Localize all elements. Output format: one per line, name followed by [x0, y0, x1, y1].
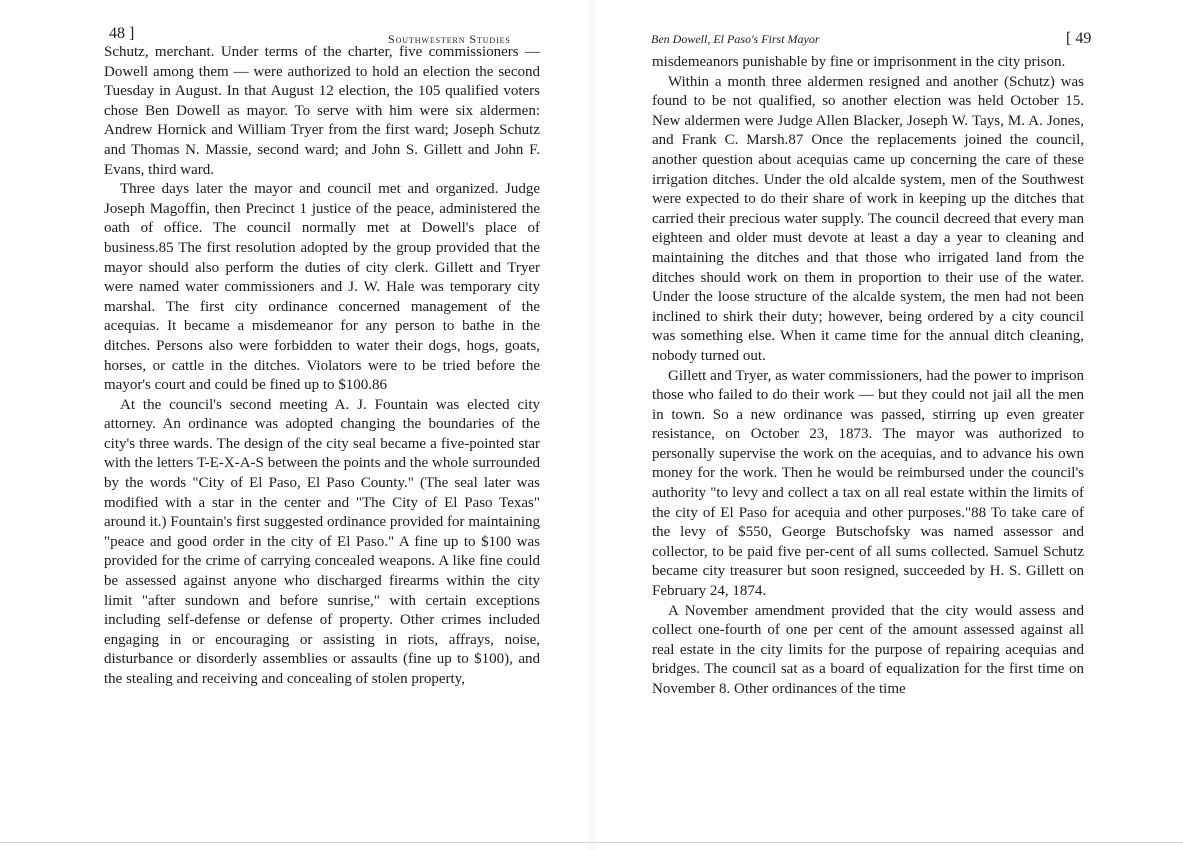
- running-title: Southwestern Studies: [388, 32, 511, 46]
- paragraph: Within a month three aldermen resigned and another (Schutz) was found to be not qualified, so another election was held October 15. New aldermen were Judge Allen Blacker, Joseph W. Tays, M. A. Jones, and Frank C. Marsh.87 Once the replacements joined the council, another question about acequias came up concerning the care of these irrigation ditches. Under the old alcalde system, men of the Southwest were expected to do their share of work in keeping up the ditches that carried their precious water supply. The council decreed that every man eighteen and older must devote at least a day a year to cleaning and maintaining the ditches and that those who irrigated land from the ditches should work on them in proportion to their use of the water. Under the loose structure of the alcalde system, the men had not been inclined to shirk their duty; however, being ordered by a city council was something else. When it came time for the annual ditch cleaning, nobody turned out.: [652, 73, 1084, 364]
- page-body: [104, 43, 540, 690]
- paragraph: At the council's second meeting A. J. Fountain was elected city attorney. An ordinance was adopted changing the boundaries of the city's three wards. The design of the city seal became a five-pointed star with the letters T-E-X-A-S between the points and the whole surrounded by the words "City of El Paso, El Paso County." (The seal later was modified with a star in the center and "The City of El Paso Texas" around it.) Fountain's first suggested ordinance provided for maintaining "peace and good order in the city of El Paso." A fine up to $100 was provided for the crime of carrying concealed weapons. A like fine could be assessed against anyone who discharged firearms within the city limit "after sundown and before sunrise," with certain exceptions including self-defense or defense of property. Other crimes included engaging in or encouraging or assisting in riots, affrays, noise, disturbance or disorderly assemblies or assaults (fine up to $100), and the stealing and receiving and concealing of stolen property,: [104, 396, 540, 687]
- left-page: [0, 0, 591, 850]
- right-page: [592, 0, 1183, 850]
- page-body: [652, 53, 1084, 700]
- paragraph: misdemeanors punishable by fine or imprisonment in the city prison.: [652, 54, 1066, 70]
- page-number: [ 49: [1066, 30, 1092, 47]
- paragraph: Three days later the mayor and council met and organized. Judge Joseph Magoffin, then Precinct 1 justice of the peace, administered the oath of office. The council normally met at Dowell's place of business.85 The first resolution adopted by the group provided that the mayor should also perform the duties of city clerk. Gillett and Tryer were named water commissioners and J. W. Hale was temporary city marshal. The first city ordinance concerned management of the acequias. It became a misdemeanor for any person to bathe in the ditches. Persons also were forbidden to water their dogs, hogs, goats, horses, or cattle in the ditches. Violators were to be tried before the mayor's court and could be fined up to $100.86: [104, 181, 540, 394]
- paragraph: A November amendment provided that the city would assess and collect one-fourth of one per cent of the amount assessed against all real estate in the city limits for the purpose of repairing acequias and bridges. The council sat as a board of equalization for the first time on November 8. Other ordinances of the time: [652, 602, 1084, 697]
- page-number: 48 ]: [109, 25, 135, 42]
- paragraph: Schutz, merchant. Under terms of the charter, five commissioners — Dowell among them — were authorized to hold an election the second Tuesday in August. In that August 12 election, the 105 qualified voters chose Ben Dowell as mayor. To serve with him were six aldermen: Andrew Hornick and William Tryer from the first ward; Joseph Schutz and Thomas N. Massie, second ward; and John S. Gillett and John F. Evans, third ward.: [104, 44, 540, 178]
- running-title: Ben Dowell, El Paso's First Mayor: [651, 32, 820, 46]
- scan-edge-line: [0, 842, 1183, 843]
- paragraph: Gillett and Tryer, as water commissioners, had the power to imprison those who failed to do their work — but they could not jail all the men in town. So a new ordinance was passed, stirring up even greater resistance, on October 23, 1873. The mayor was authorized to personally supervise the work on the acequias, and to advance his own money for the work. Then he would be reimbursed under the council's authority "to levy and collect a tax on all real estate within the limits of the city of El Paso for acequia and other purposes."88 To take care of the levy of $550, George Butschofsky was named assessor and collector, to be paid five per-cent of all sums collected. Samuel Schutz became city treasurer but soon resigned, succeeded by H. S. Gillett on February 24, 1874.: [652, 367, 1084, 600]
